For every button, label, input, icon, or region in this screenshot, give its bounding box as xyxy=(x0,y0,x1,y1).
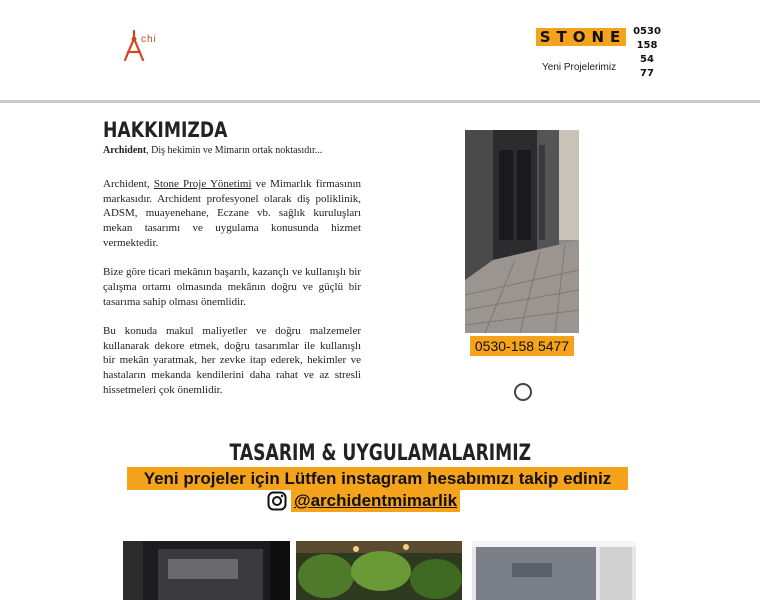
gallery-image[interactable] xyxy=(472,541,636,600)
header-divider xyxy=(0,100,760,103)
about-subtitle-text: , Diş hekimin ve Mimarın ortak noktasıdır... xyxy=(146,145,323,156)
instagram-handle-link[interactable]: @archidentmimarlik xyxy=(291,490,460,512)
about-subtitle xyxy=(103,145,322,156)
designs-title-text: TASARIM & UYGULAMALARIMIZ xyxy=(229,441,531,466)
about-title: HAKKIMIZDA xyxy=(103,118,228,142)
about-paragraph-2: Bize göre ticari mekânın başarılı, kazançlı ve kullanışlı bir çalışma ortamı olmasında mekânın doğru ve güçlü bir tasarıma sahip olması önemlidir. xyxy=(103,266,361,308)
loading-indicator xyxy=(514,383,532,401)
about-p1-pre: Archident, xyxy=(103,178,154,190)
storefront-photo xyxy=(465,130,579,333)
stone-brand-badge[interactable]: STONE xyxy=(536,28,626,46)
new-projects-link[interactable]: Yeni Projelerimiz xyxy=(542,62,617,73)
header-phone[interactable] xyxy=(630,25,664,81)
gallery-image[interactable] xyxy=(296,541,462,600)
about-p1-post: ve Mimarlık firmasının markasıdır. Archident profesyonel olarak diş poliklinik, ADSM, muayenehane, Eczane vb. sağlık kuruluşları mekan tasarımı ve uygulama konusunda hizmet vermektedir. xyxy=(103,178,362,249)
about-body xyxy=(103,177,361,412)
about-paragraph-1 xyxy=(103,177,361,251)
site-header xyxy=(0,0,760,100)
stone-proje-link[interactable]: Stone Proje Yönetimi xyxy=(153,178,252,190)
phone-line: 77 xyxy=(640,68,654,79)
phone-line: 0530 xyxy=(633,26,661,37)
instagram-prompt: Yeni projeler için Lütfen instagram hesabımızı takip ediniz xyxy=(127,467,628,490)
instagram-icon[interactable] xyxy=(267,491,287,511)
phone-badge[interactable]: 0530-158 5477 xyxy=(470,336,574,356)
phone-line: 54 xyxy=(640,54,654,65)
instagram-link-row[interactable] xyxy=(267,490,460,512)
logo-text: chi xyxy=(141,34,157,45)
phone-line: 158 xyxy=(636,40,658,51)
designs-title xyxy=(0,441,760,466)
about-subtitle-brand: Archident xyxy=(103,145,147,156)
gallery-image[interactable] xyxy=(123,541,290,600)
about-paragraph-3: Bu konuda makul maliyetler ve doğru malzemeler kullanarak dekore etmek, doğru tasarımlar ile kullanışlı bir mekân yaratmak, her zevke itap ederek, hekimler ve hastaların mekanda kendilerini daha rahat ve az stresli hissetmeleri çok önemlidir. xyxy=(103,325,361,396)
